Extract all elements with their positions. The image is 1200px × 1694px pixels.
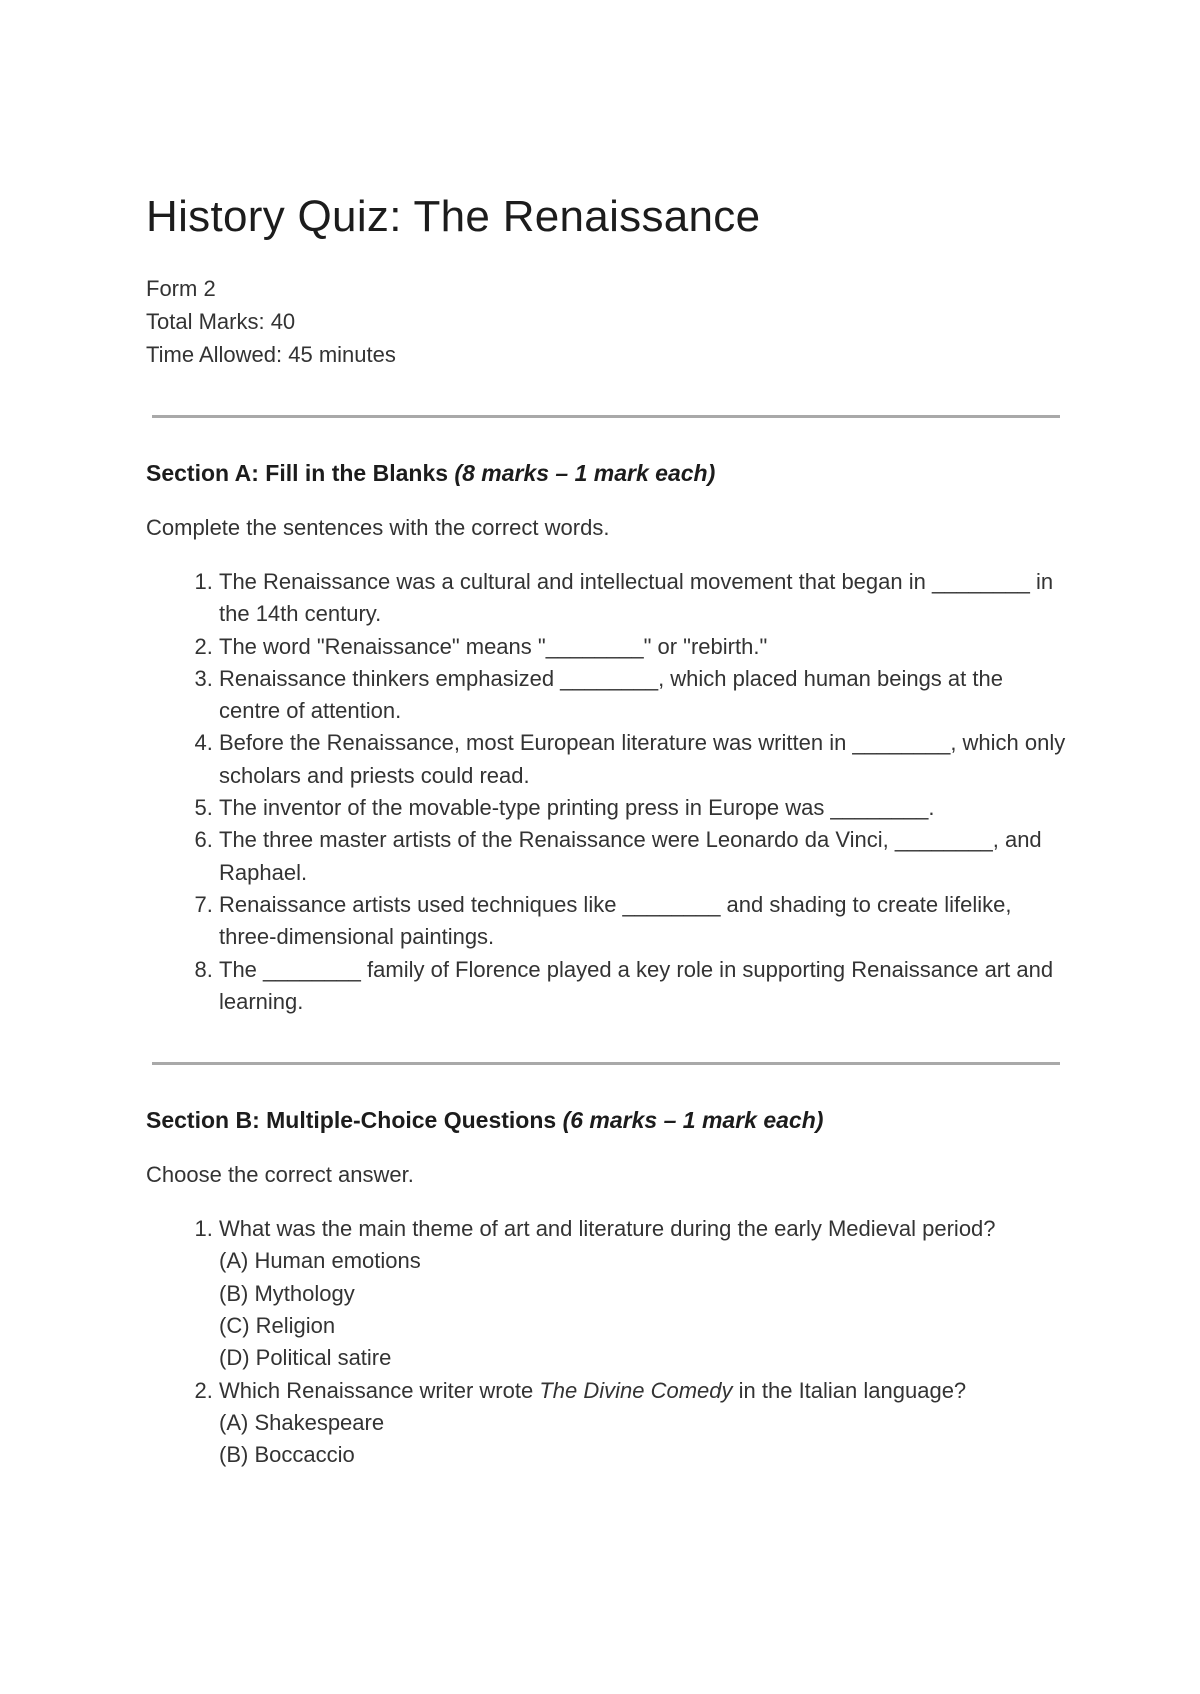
page-title: History Quiz: The Renaissance (146, 192, 761, 241)
section-b-marks: (6 marks – 1 mark each) (562, 1107, 824, 1134)
divider-top (152, 415, 1060, 418)
section-a-title: Section A: Fill in the Blanks (146, 460, 449, 486)
time-allowed: Time Allowed: 45 minutes (146, 342, 396, 367)
quiz-meta (146, 272, 1066, 371)
section-a-heading (146, 457, 1066, 489)
question-item: 1. The Renaissance was a cultural and intellectual movement that began in ________ in the 14th century. (219, 566, 1066, 631)
mcq-option: (B) Boccaccio (219, 1442, 355, 1468)
section-b-heading (146, 1104, 1066, 1136)
section-b-questions (146, 1213, 1066, 1471)
mcq-question-text-start: Which Renaissance writer wrote (219, 1377, 540, 1403)
question-item: 3. Renaissance thinkers emphasized ________, which placed human beings at the centre of attention. (219, 663, 1066, 728)
section-a-marks: (8 marks – 1 mark each) (454, 460, 716, 486)
section-a-questions (146, 566, 1066, 1018)
section-a-instruction: Complete the sentences with the correct words. (146, 515, 610, 540)
section-b-title: Section B: Multiple-Choice Questions (146, 1107, 557, 1134)
mcq-option: (B) Mythology (219, 1280, 355, 1306)
mcq-option: (C) Religion (219, 1313, 336, 1339)
question-item: 2. The word "Renaissance" means "________" or "rebirth." (219, 631, 1066, 663)
form-label: Form 2 (146, 276, 216, 301)
divider-middle (152, 1062, 1060, 1065)
total-marks: Total Marks: 40 (146, 309, 296, 334)
mcq-question-book-title: The Divine Comedy (539, 1377, 733, 1403)
question-item: 8. The ________ family of Florence played a key role in supporting Renaissance art and learning. (219, 954, 1066, 1019)
mcq-item (219, 1213, 1066, 1374)
mcq-question-text: What was the main theme of art and literature during the early Medieval period? (219, 1216, 996, 1242)
mcq-item (219, 1375, 1066, 1472)
quiz-content (146, 190, 1066, 1472)
mcq-option: (D) Political satire (219, 1345, 392, 1371)
question-item: 6. The three master artists of the Renaissance were Leonardo da Vinci, ________, and Raphael. (219, 824, 1066, 889)
section-b-instruction: Choose the correct answer. (146, 1162, 414, 1188)
question-item: 5. The inventor of the movable-type printing press in Europe was ________. (219, 792, 1066, 824)
question-item: 4. Before the Renaissance, most European literature was written in ________, which only scholars and priests could read. (219, 727, 1066, 792)
mcq-option: (A) Human emotions (219, 1248, 421, 1274)
question-item: 7. Renaissance artists used techniques like ________ and shading to create lifelike, three-dimensional paintings. (219, 889, 1066, 954)
mcq-question-text-end: in the Italian language? (732, 1377, 967, 1403)
mcq-option: (A) Shakespeare (219, 1409, 385, 1435)
